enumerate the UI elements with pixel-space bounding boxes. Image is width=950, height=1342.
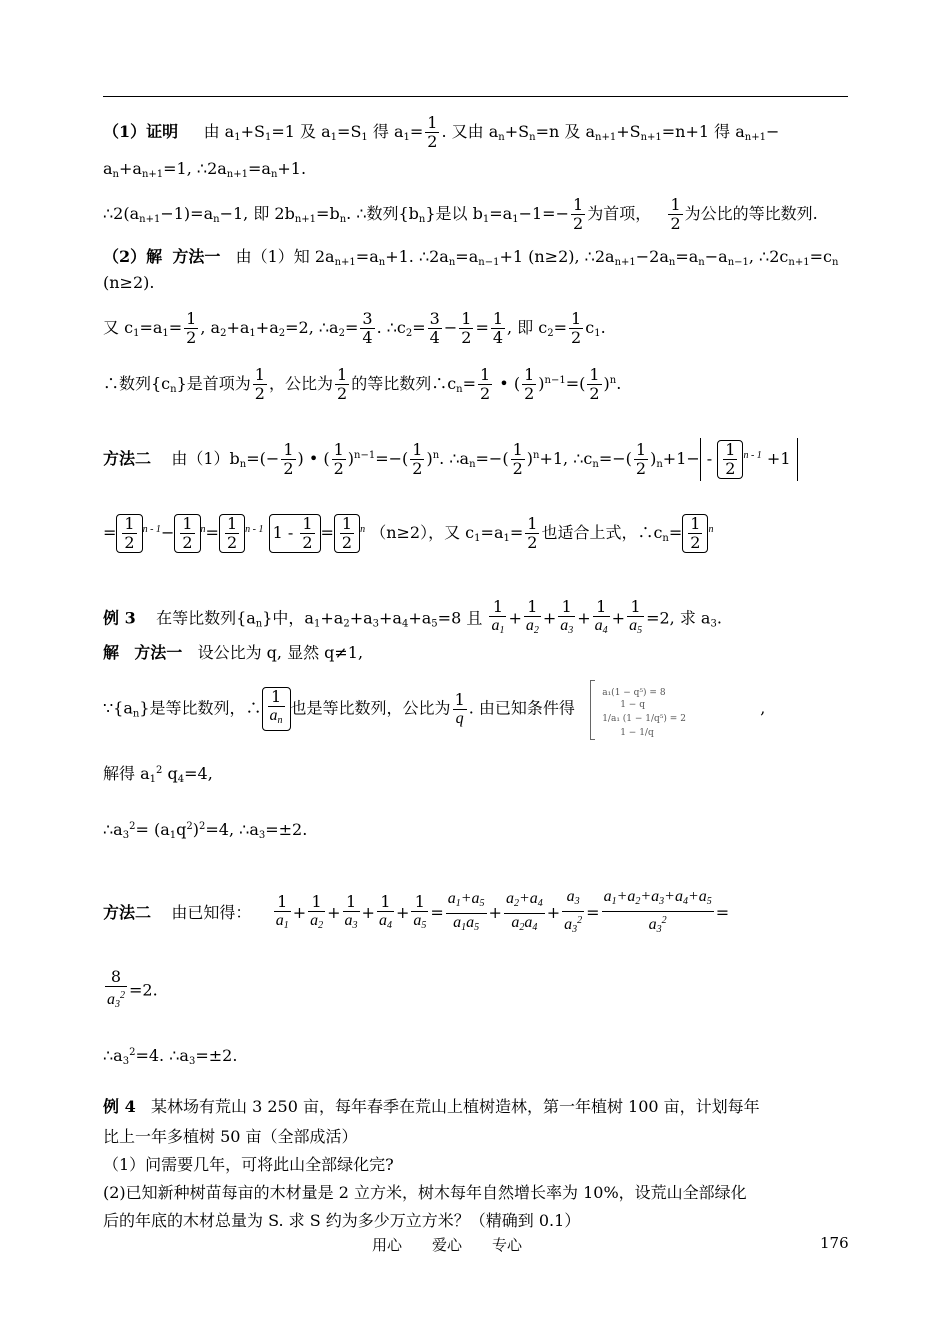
equation-system: a₁(1 − q⁵) = 8 1 − q 1/a₁ (1 − 1/q⁵) = 2 1 − 1/q bbox=[590, 680, 760, 738]
method2-line2: = $\frac{1}{2}$ $^{n - 1}$− $\frac{1}{2}$ $^n$= $\frac{1}{2}$ $^{n - 1}$ 1 - $\frac{1}{2}$ = $\frac{1}{2}$ $^n$ （n≥2），又 $c_1=a_1=$ $\frac{1}{2}$ 也适合上式，$\therefore c_n=$ $\frac{1}{2}$ $^n$ bbox=[103, 514, 714, 552]
part1-line3: $\therefore 2(a_{n+1}-1)=a_n-1$, 即 $2b_{n+1}=b_n$. ∴数列$\{b_n\}$是以 $b_1=a_1-1=-$ $\frac{1}{2}$ 为首项， $\frac{1}{2}$ 为公比的等比数列. bbox=[103, 195, 818, 233]
part2-line4: ∴数列$\{c_n\}$是首项为 $\frac{1}{2}$ ，公比为 $\frac{1}{2}$ 的等比数列$\therefore c_n=$ $\frac{1}{2}$ • ( $\frac{1}{2}$ )$^{n-1}$=( $\frac{1}{2}$ )$^n$. bbox=[103, 365, 622, 403]
example4-question2a: (2)已知新种树苗每亩的木材量是 2 立方米，树木每年自然增长率为 10%，设荒山全部绿化 bbox=[103, 1183, 747, 1202]
page-number: 176 bbox=[820, 1234, 849, 1252]
part2-line3: 又 $c_1=a_1=$ $\frac{1}{2}$ , $a_2+a_1+a_2=2$, $\therefore a_2=$ $\frac{3}{4}$ . $\therefore c_2=$ $\frac{3}{4}$ − $\frac{1}{2}$ = $\frac{1}{4}$ , 即 $c_2=$ $\frac{1}{2}$ $c_1$. bbox=[103, 309, 606, 347]
example3-method1-line3: 解得 $a_1^2$ $q_4=4$, bbox=[103, 764, 213, 785]
fraction-half: $\frac{1}{2}$ bbox=[427, 113, 438, 151]
example4-line2: 比上一年多植树 50 亩（全部成活） bbox=[103, 1127, 358, 1146]
bracket-expression: - $\frac{1}{2}$ $^{n - 1}$ +1 bbox=[700, 438, 798, 481]
example3-statement: 例 3 在等比数列$\{a_n\}$中，$a_1+a_2+a_3+a_4+a_5=8$ 且 $\frac{1}{a_1}$ + $\frac{1}{a_2}$ + $\frac{1}{a_3}$ + $\frac{1}{a_4}$ + $\frac{1}{a_5}$ =2, 求 $a_3$. bbox=[103, 597, 722, 636]
example3-method1-intro: 解 方法一 设公比为 q, 显然 q≠1, bbox=[103, 643, 364, 662]
example3-method1-line4: $\therefore a_3^2= (a_1q^2)^2=4$, $\therefore a_3=\pm 2$. bbox=[103, 820, 308, 841]
part1-line2: $a_n+a_{n+1}=1$, $\therefore 2a_{n+1}=a_n+1$. bbox=[103, 159, 307, 180]
header-rule bbox=[103, 96, 848, 97]
example3-method2: 方法二 由已知得： $\frac{1}{a_1}$ + $\frac{1}{a_2}$ + $\frac{1}{a_3}$ + $\frac{1}{a_4}$ + $\frac{1}{a_5}$ = $\frac{a_1+a_5}{a_1a_5}$ + $\frac{a_2+a_4}{a_2a_4}$ + $\frac{a_3}{a_3^2}$ = $\frac{a_1+a_2+a_3+a_4+a_5}{a_3^2}$ = bbox=[103, 888, 730, 935]
example3-method1-line2: $\because\{a_n\}$是等比数列，∴ $\frac{1}{a_n}$ 也是等比数列，公比为 $\frac{1}{q}$ . 由已知条件得 a₁(1 − q⁵) = 8 1 − q 1/a₁ (1 − 1/q⁵) = 2 1 − 1/q , bbox=[103, 680, 765, 738]
example4-question2b: 后的年底的木材总量为 S. 求 S 约为多少万立方米？（精确到 0.1） bbox=[103, 1211, 581, 1230]
part2-line2: (n≥2). bbox=[103, 273, 155, 292]
example4-line1: 例 4 某林场有荒山 3 250 亩，每年春季在荒山上植树造林，第一年植树 100 亩，计划每年 bbox=[103, 1097, 760, 1116]
example3-method2-final: $\therefore a_3^2=4$. $\therefore a_3=\pm 2$. bbox=[103, 1046, 238, 1067]
example3-method2-result: $\frac{8}{a_3^2}$ =2. bbox=[107, 967, 158, 1010]
example4-question1: （1）问需要几年，可将此山全部绿化完? bbox=[103, 1155, 394, 1174]
part2-line1: （2）解 方法一 由（1）知 $2a_{n+1}=a_n+1$. $\therefore 2a_n=a_{n-1}+1$ (n≥2), $\therefore 2a_{n+1}-2a_n=a_n-a_{n-1}$, $\therefore 2c_{n+1}=c_n$ bbox=[103, 247, 839, 268]
footer-motto: 用心 爱心 专心 bbox=[372, 1236, 523, 1254]
part1-line1: （1）证明 由 $a_1+S_1=1$ 及 $a_1=S_1$ 得 $a_1=$ $\frac{1}{2}$ . 又由 $a_n+S_n=n$ 及 $a_{n+1}+S_{n+1}=n+1$ 得 $a_{n+1}-$ bbox=[103, 113, 780, 151]
method2-line1: 方法二 由$(1)b_n=(-$ $\frac{1}{2}$ ) • ( $\frac{1}{2}$ )$^{n-1}$=−( $\frac{1}{2}$ )$^n$. $\therefore a_n=-$( $\frac{1}{2}$ )$^n$+1, $\therefore c_n=-$( $\frac{1}{2}$ )$_n+1-$ - $\frac{1}{2}$ $^{n - 1}$ +1 bbox=[103, 438, 798, 481]
